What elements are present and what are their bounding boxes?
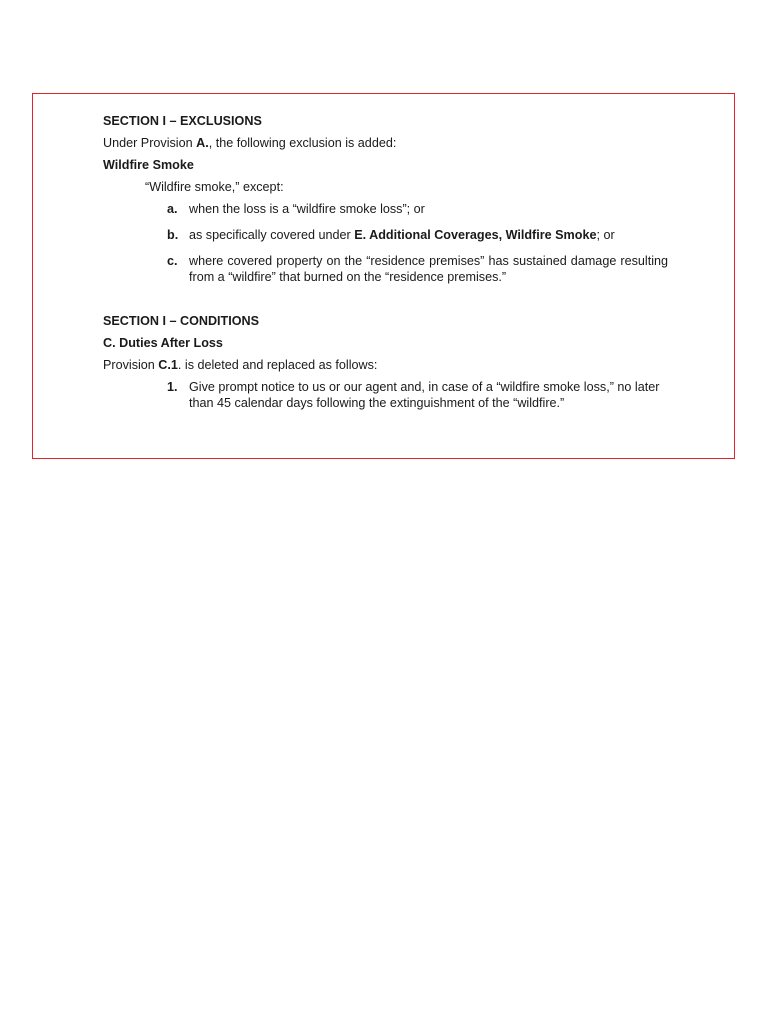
exclusion-item-b-coverage: E. Additional Coverages, Wildfire Smoke [354,228,597,242]
conditions-intro-post: . is deleted and replaced as follows: [177,358,378,372]
conditions-intro-pre: Provision [103,358,159,372]
conditions-intro-provision: C.1 [158,358,178,372]
exclusions-heading: SECTION I – EXCLUSIONS [103,114,262,128]
exclusion-item-a-marker: a. [167,202,178,216]
exclusion-item-c-text: where covered property on the “residence premises” has sustained damage resulting from a “wildfire” that burned on the “residence premises.” [189,254,668,284]
conditions-intro [103,357,668,373]
duties-after-loss-subheading: C. Duties After Loss [103,336,223,350]
exclusion-item-b [103,227,668,243]
exclusions-intro-post: , the following exclusion is added: [208,136,397,150]
condition-item-1-marker: 1. [167,380,178,394]
exclusions-intro-provision: A. [196,136,209,150]
endorsement-content [103,113,668,411]
conditions-heading: SECTION I – CONDITIONS [103,314,260,328]
wildfire-smoke-subheading: Wildfire Smoke [103,158,194,172]
exclusion-item-b-marker: b. [167,228,179,242]
exclusion-item-b-text [189,227,668,243]
exclusion-item-a-text: when the loss is a “wildfire smoke loss”; or [189,202,425,216]
exclusions-intro [103,135,668,151]
exclusions-intro-pre: Under Provision [103,136,197,150]
exclusion-item-a [103,201,668,217]
wildfire-smoke-lead: “Wildfire smoke,” except: [145,180,284,194]
condition-item-1 [103,379,668,411]
exclusion-item-b-pre: as specifically covered under [189,228,355,242]
exclusion-item-c-marker: c. [167,254,178,268]
exclusion-item-b-post: ; or [596,228,615,242]
condition-item-1-text: Give prompt notice to us or our agent and, in case of a “wildfire smoke loss,” no later than 45 calendar days following the extinguishment of the “wildfire.” [189,380,660,410]
exclusion-item-c [103,253,668,285]
